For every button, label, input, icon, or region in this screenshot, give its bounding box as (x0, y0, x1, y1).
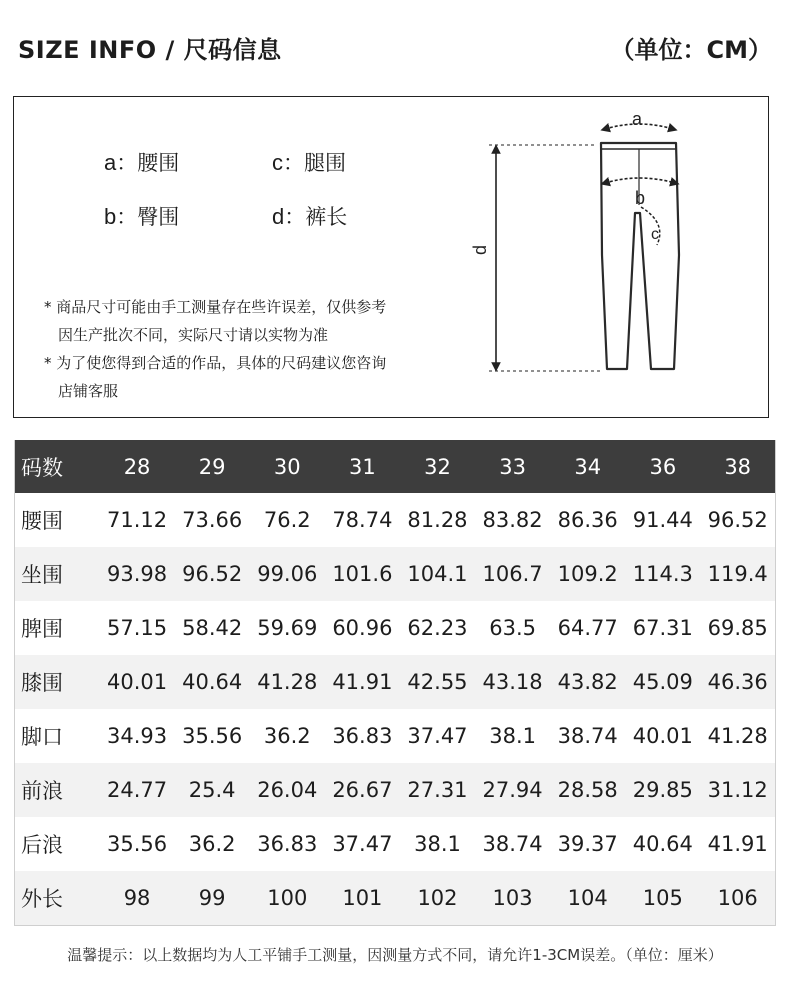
table-cell: 106.7 (475, 547, 550, 601)
size-table (14, 440, 776, 926)
table-cell: 41.28 (250, 655, 325, 709)
legend-item-d (272, 201, 347, 231)
table-cell: 40.64 (175, 655, 250, 709)
table-cell: 57.15 (100, 601, 175, 655)
table-cell: 109.2 (550, 547, 625, 601)
table-cell: 99.06 (250, 547, 325, 601)
diagram-label-d: d (470, 244, 490, 255)
table-cell: 99 (175, 871, 250, 926)
table-row (15, 871, 776, 926)
table-row (15, 709, 776, 763)
table-cell: 60.96 (325, 601, 400, 655)
diagram-label-b: b (635, 188, 646, 208)
legend-item-a (104, 147, 179, 177)
table-cell: 41.91 (700, 817, 775, 871)
table-cell: 39.37 (550, 817, 625, 871)
table-cell: 76.2 (250, 493, 325, 547)
table-cell: 93.98 (100, 547, 175, 601)
table-cell: 35.56 (175, 709, 250, 763)
legend-key: a (104, 150, 117, 175)
legend-item-c (272, 147, 346, 177)
table-cell: 40.01 (100, 655, 175, 709)
table-cell: 40.64 (625, 817, 700, 871)
table-cell: 114.3 (625, 547, 700, 601)
row-label: 外长 (15, 871, 100, 926)
table-cell: 71.12 (100, 493, 175, 547)
diagram-label-c: c (651, 226, 659, 243)
table-header-cell: 36 (625, 440, 700, 493)
unit-label: （单位：CM） (610, 36, 772, 64)
table-cell: 36.2 (175, 817, 250, 871)
table-cell: 102 (400, 871, 475, 926)
table-header-cell: 29 (175, 440, 250, 493)
table-row (15, 601, 776, 655)
table-cell: 31.12 (700, 763, 775, 817)
measurement-guide (13, 96, 769, 418)
legend-label: 腰围 (137, 151, 180, 175)
note-line: * 商品尺寸可能由手工测量存在些许误差，仅供参考 (44, 298, 387, 316)
table-header-cell: 码数 (15, 440, 100, 493)
table-cell: 37.47 (325, 817, 400, 871)
table-cell: 42.55 (400, 655, 475, 709)
table-header-row (15, 440, 776, 493)
legend-key: d (272, 204, 285, 229)
pants-diagram (469, 105, 689, 405)
table-cell: 96.52 (700, 493, 775, 547)
table-cell: 26.67 (325, 763, 400, 817)
table-cell: 91.44 (625, 493, 700, 547)
legend-sep: ： (283, 151, 304, 175)
pants-outline-icon (601, 143, 679, 369)
table-row (15, 655, 776, 709)
table-header-cell: 31 (325, 440, 400, 493)
table-header-cell: 34 (550, 440, 625, 493)
table-cell: 59.69 (250, 601, 325, 655)
row-label: 脚口 (15, 709, 100, 763)
table-row (15, 763, 776, 817)
legend-label: 臀围 (137, 205, 180, 229)
table-cell: 29.85 (625, 763, 700, 817)
table-cell: 38.1 (475, 709, 550, 763)
table-cell: 83.82 (475, 493, 550, 547)
legend-label: 裤长 (305, 205, 348, 229)
note-line: 因生产批次不同，实际尺寸请以实物为准 (58, 326, 329, 344)
table-cell: 28.58 (550, 763, 625, 817)
row-label: 膝围 (15, 655, 100, 709)
row-label: 坐围 (15, 547, 100, 601)
table-cell: 41.28 (700, 709, 775, 763)
table-cell: 38.74 (475, 817, 550, 871)
legend-sep: ： (116, 205, 138, 229)
table-cell: 106 (700, 871, 775, 926)
legend-sep: ： (284, 205, 306, 229)
row-label: 后浪 (15, 817, 100, 871)
table-cell: 78.74 (325, 493, 400, 547)
table-cell: 24.77 (100, 763, 175, 817)
legend-key: b (104, 204, 117, 229)
hip-measure-icon (605, 178, 675, 183)
table-cell: 69.85 (700, 601, 775, 655)
table-cell: 103 (475, 871, 550, 926)
note-line: * 为了使您得到合适的作品，具体的尺码建议您咨询 (44, 354, 387, 372)
notes (44, 293, 386, 405)
length-measure-icon (489, 145, 603, 371)
table-cell: 67.31 (625, 601, 700, 655)
header (18, 30, 772, 70)
table-cell: 81.28 (400, 493, 475, 547)
table-cell: 62.23 (400, 601, 475, 655)
table-cell: 34.93 (100, 709, 175, 763)
legend-label: 腿围 (304, 151, 346, 175)
table-cell: 58.42 (175, 601, 250, 655)
page-title: SIZE INFO / 尺码信息 (18, 36, 282, 64)
table-cell: 36.2 (250, 709, 325, 763)
table-cell: 86.36 (550, 493, 625, 547)
table-cell: 38.74 (550, 709, 625, 763)
table-cell: 43.18 (475, 655, 550, 709)
table-row (15, 817, 776, 871)
table-cell: 26.04 (250, 763, 325, 817)
table-header-cell: 38 (700, 440, 775, 493)
note-line: 店铺客服 (58, 382, 119, 400)
table-cell: 100 (250, 871, 325, 926)
table-cell: 36.83 (250, 817, 325, 871)
diagram-label-a: a (632, 109, 643, 129)
row-label: 腰围 (15, 493, 100, 547)
table-cell: 27.31 (400, 763, 475, 817)
table-cell: 40.01 (625, 709, 700, 763)
table-cell: 104 (550, 871, 625, 926)
table-cell: 104.1 (400, 547, 475, 601)
table-cell: 101 (325, 871, 400, 926)
legend-key: c (272, 150, 283, 175)
legend-sep: ： (116, 151, 138, 175)
table-cell: 43.82 (550, 655, 625, 709)
table-header-cell: 30 (250, 440, 325, 493)
table-cell: 36.83 (325, 709, 400, 763)
table-cell: 45.09 (625, 655, 700, 709)
table-cell: 119.4 (700, 547, 775, 601)
table-header-cell: 32 (400, 440, 475, 493)
table-header-cell: 33 (475, 440, 550, 493)
row-label: 前浪 (15, 763, 100, 817)
table-cell: 41.91 (325, 655, 400, 709)
table-cell: 35.56 (100, 817, 175, 871)
table-row (15, 547, 776, 601)
table-cell: 25.4 (175, 763, 250, 817)
table-cell: 101.6 (325, 547, 400, 601)
row-label: 脾围 (15, 601, 100, 655)
table-cell: 63.5 (475, 601, 550, 655)
table-header-cell: 28 (100, 440, 175, 493)
table-cell: 64.77 (550, 601, 625, 655)
table-cell: 105 (625, 871, 700, 926)
table-cell: 37.47 (400, 709, 475, 763)
footer-note: 温馨提示：以上数据均为人工平铺手工测量，因测量方式不同，请允许1-3CM误差。（单位：厘米） (67, 946, 723, 964)
table-cell: 98 (100, 871, 175, 926)
table-cell: 38.1 (400, 817, 475, 871)
table-cell: 96.52 (175, 547, 250, 601)
table-row (15, 493, 776, 547)
legend-item-b (104, 201, 179, 231)
table-cell: 46.36 (700, 655, 775, 709)
table-cell: 73.66 (175, 493, 250, 547)
table-cell: 27.94 (475, 763, 550, 817)
